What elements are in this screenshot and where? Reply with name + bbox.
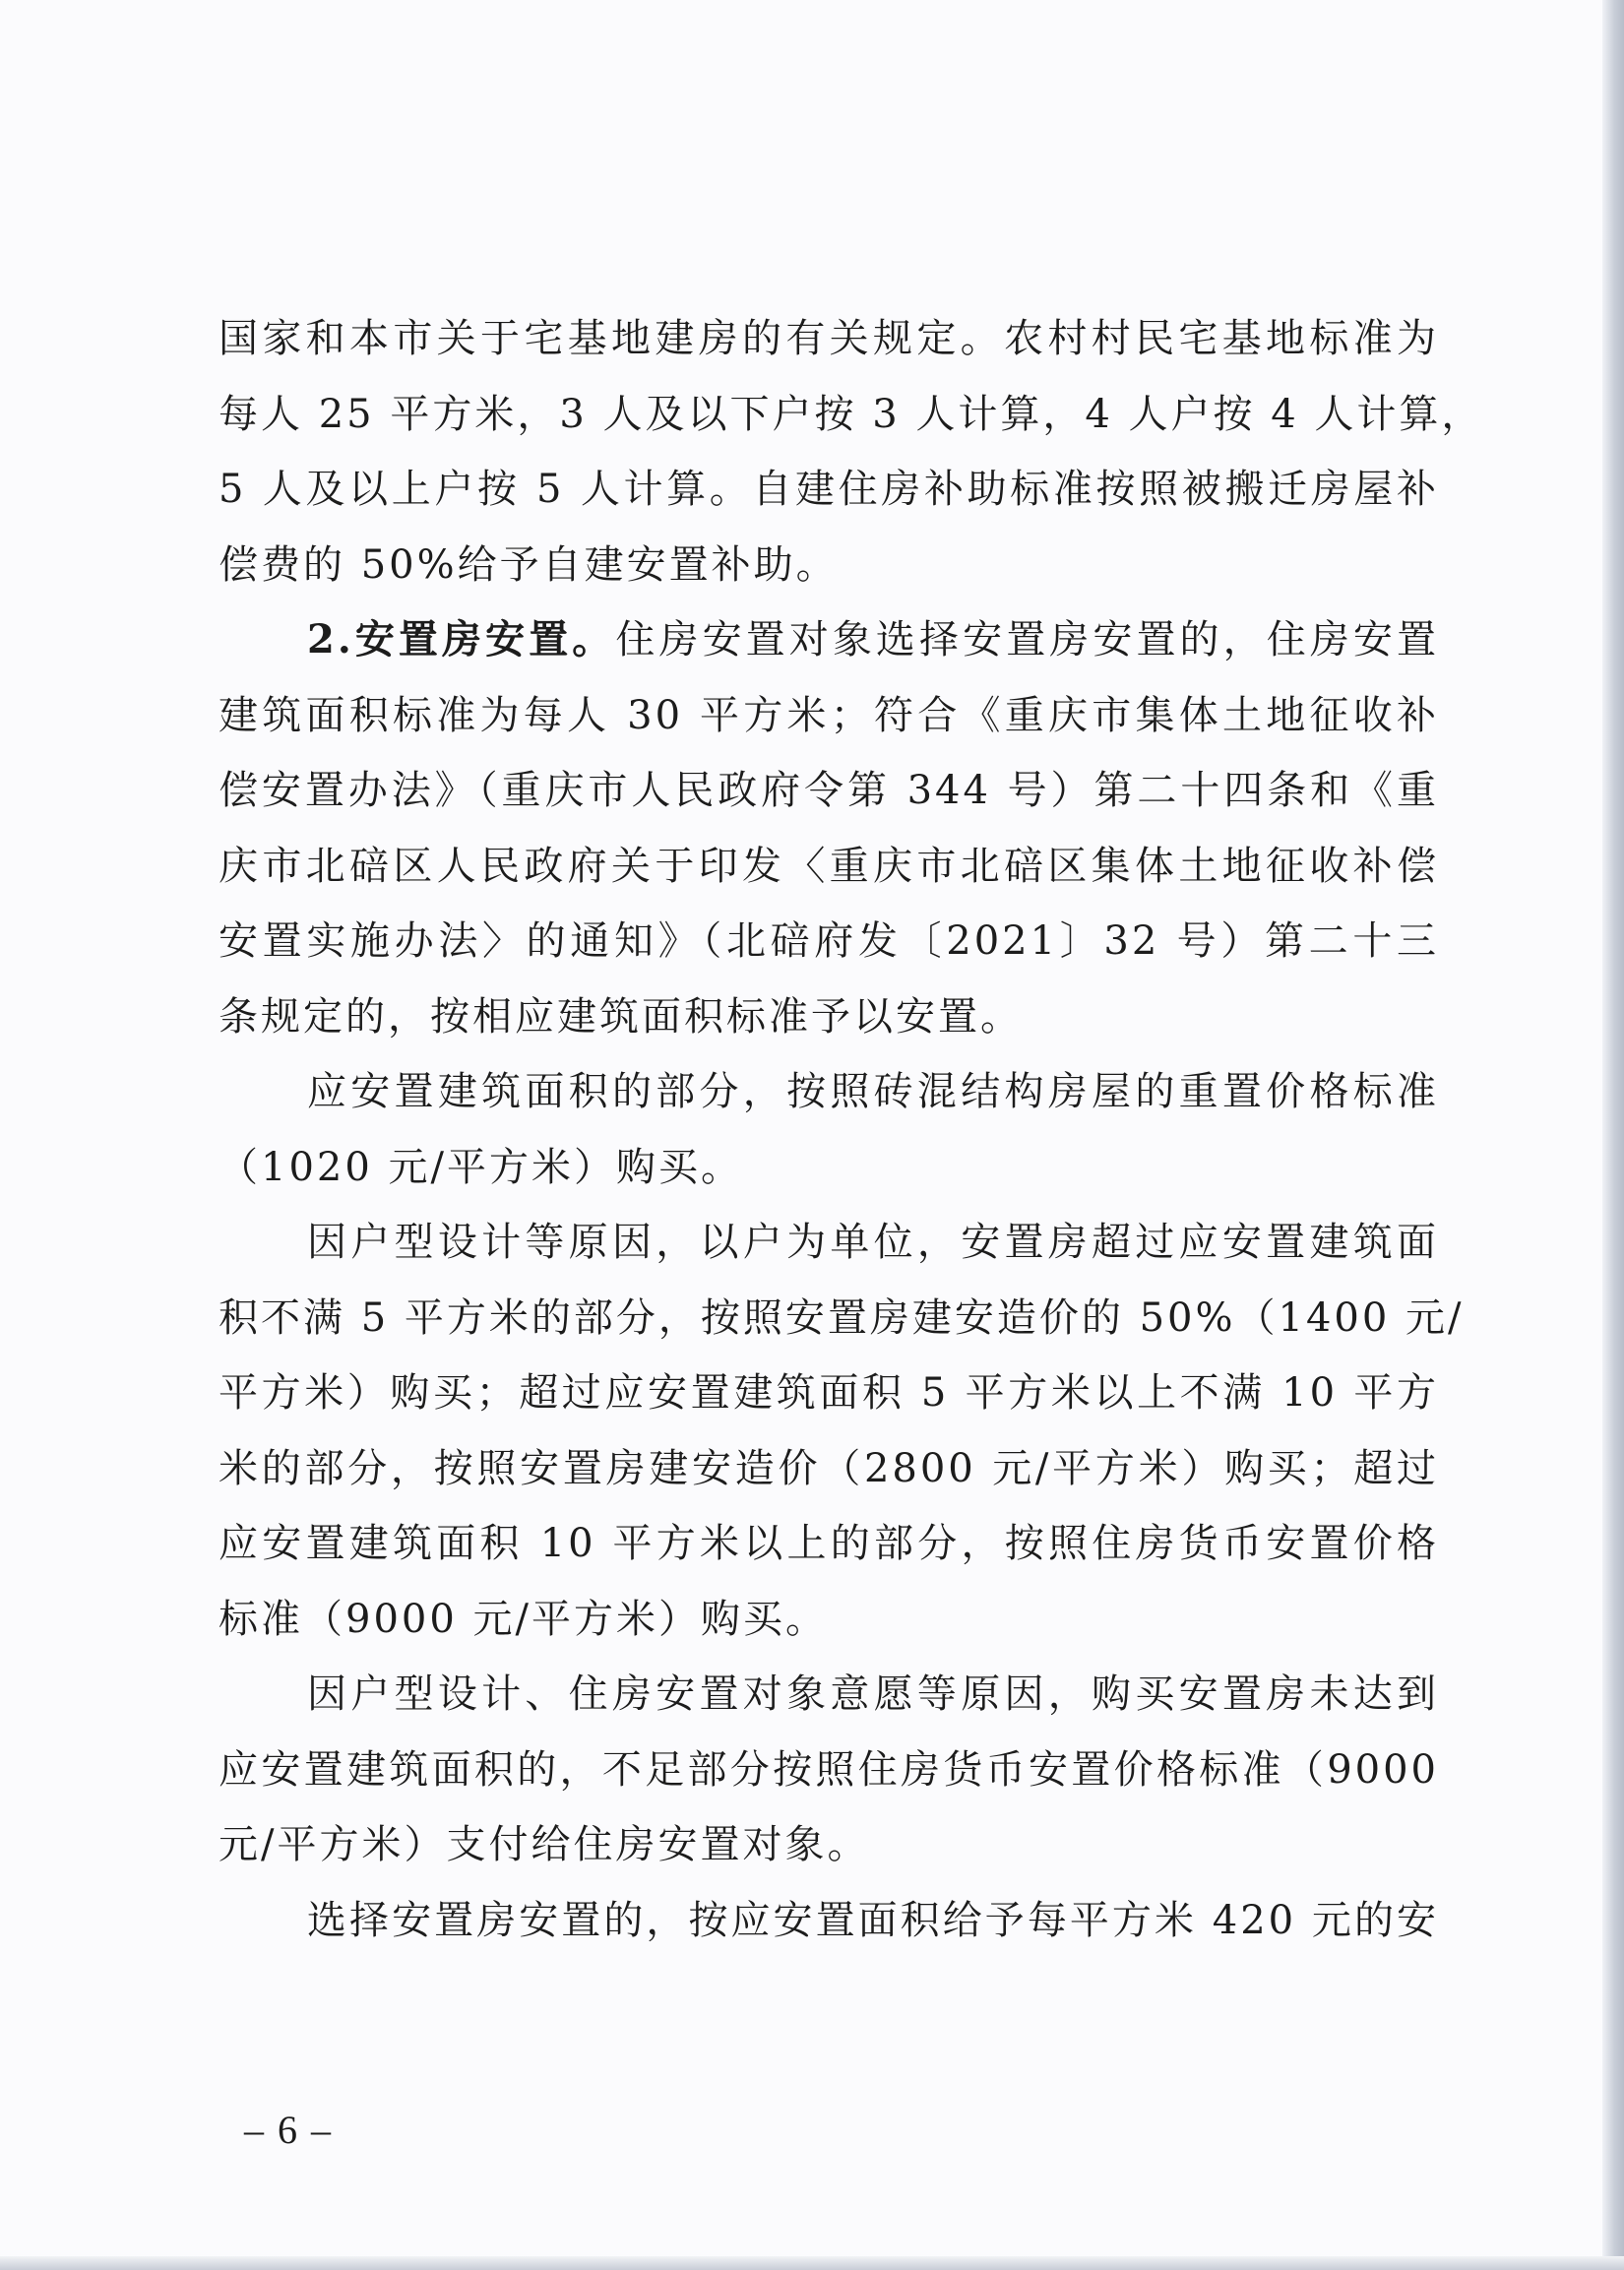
text-line <box>219 452 1439 528</box>
text-line <box>219 1657 1439 1733</box>
text-line <box>219 979 1439 1055</box>
text-line <box>219 1807 1439 1883</box>
scan-bottom-shadow <box>0 2256 1624 2270</box>
line-text: 应安置建筑面积的，不足部分按照住房货币安置价格标准（9000 <box>219 1746 1439 1793</box>
line-text: 平方米）购买；超过应安置建筑面积 5 平方米以上不满 10 平方 <box>219 1370 1439 1416</box>
line-text: 庆市北碚区人民政府关于印发〈重庆市北碚区集体土地征收补偿 <box>219 843 1439 889</box>
text-line <box>219 528 1439 603</box>
scan-edge-shadow <box>1602 0 1624 2270</box>
line-text: 每人 25 平方米，3 人及以下户按 3 人计算，4 人户按 4 人计算， <box>219 391 1484 437</box>
text-line <box>219 301 1439 377</box>
text-line <box>219 753 1439 829</box>
line-text: 米的部分，按照安置房建安造价（2800 元/平方米）购买；超过 <box>219 1445 1439 1491</box>
line-text: 因户型设计、住房安置对象意愿等原因，购买安置房未达到 <box>307 1671 1439 1717</box>
line-text: 建筑面积标准为每人 30 平方米；符合《重庆市集体土地征收补 <box>219 692 1439 738</box>
bold-heading: 2.安置房安置。 <box>307 616 616 662</box>
text-line <box>219 1054 1439 1130</box>
text-line <box>219 1506 1439 1582</box>
text-line <box>219 1130 1439 1206</box>
line-text: 标准（9000 元/平方米）购买。 <box>219 1596 828 1642</box>
text-line <box>219 1431 1439 1507</box>
line-text: 应安置建筑面积 10 平方米以上的部分，按照住房货币安置价格 <box>219 1521 1439 1566</box>
line-text: 应安置建筑面积的部分，按照砖混结构房屋的重置价格标准 <box>307 1069 1439 1114</box>
line-text: （1020 元/平方米）购买。 <box>219 1144 743 1190</box>
line-text: 5 人及以上户按 5 人计算。自建住房补助标准按照被搬迁房屋补 <box>219 467 1439 512</box>
text-line <box>219 829 1439 905</box>
text-line <box>219 1883 1439 1959</box>
text-line <box>219 1356 1439 1431</box>
line-text: 选择安置房安置的，按应安置面积给予每平方米 420 元的安 <box>307 1897 1439 1943</box>
line-text: 条规定的，按相应建筑面积标准予以安置。 <box>219 993 1023 1040</box>
line-text: 偿安置办法》（重庆市人民政府令第 344 号）第二十四条和《重 <box>219 768 1439 813</box>
text-line <box>219 678 1439 754</box>
text-line <box>219 1205 1439 1281</box>
text-line <box>219 1733 1439 1808</box>
line-text: 安置实施办法〉的通知》（北碚府发〔2021〕32 号）第二十三 <box>219 918 1439 964</box>
line-text: 国家和本市关于宅基地建房的有关规定。农村村民宅基地标准为 <box>219 316 1439 361</box>
text-line <box>219 1582 1439 1658</box>
line-text: 元/平方米）支付给住房安置对象。 <box>219 1822 870 1867</box>
line-text: 因户型设计等原因，以户为单位，安置房超过应安置建筑面 <box>307 1220 1439 1265</box>
text-line <box>219 602 1439 678</box>
text-line <box>219 1281 1465 1356</box>
page-number: – 6 – <box>244 2108 333 2152</box>
body-text <box>219 301 1484 1958</box>
line-text: 偿费的 50%给予自建安置补助。 <box>219 541 839 588</box>
line-text: 积不满 5 平方米的部分，按照安置房建安造价的 50%（1400 元/ <box>219 1294 1465 1341</box>
text-line <box>219 377 1484 453</box>
text-line <box>219 904 1439 979</box>
line-text: 住房安置对象选择安置房安置的，住房安置 <box>615 617 1439 662</box>
